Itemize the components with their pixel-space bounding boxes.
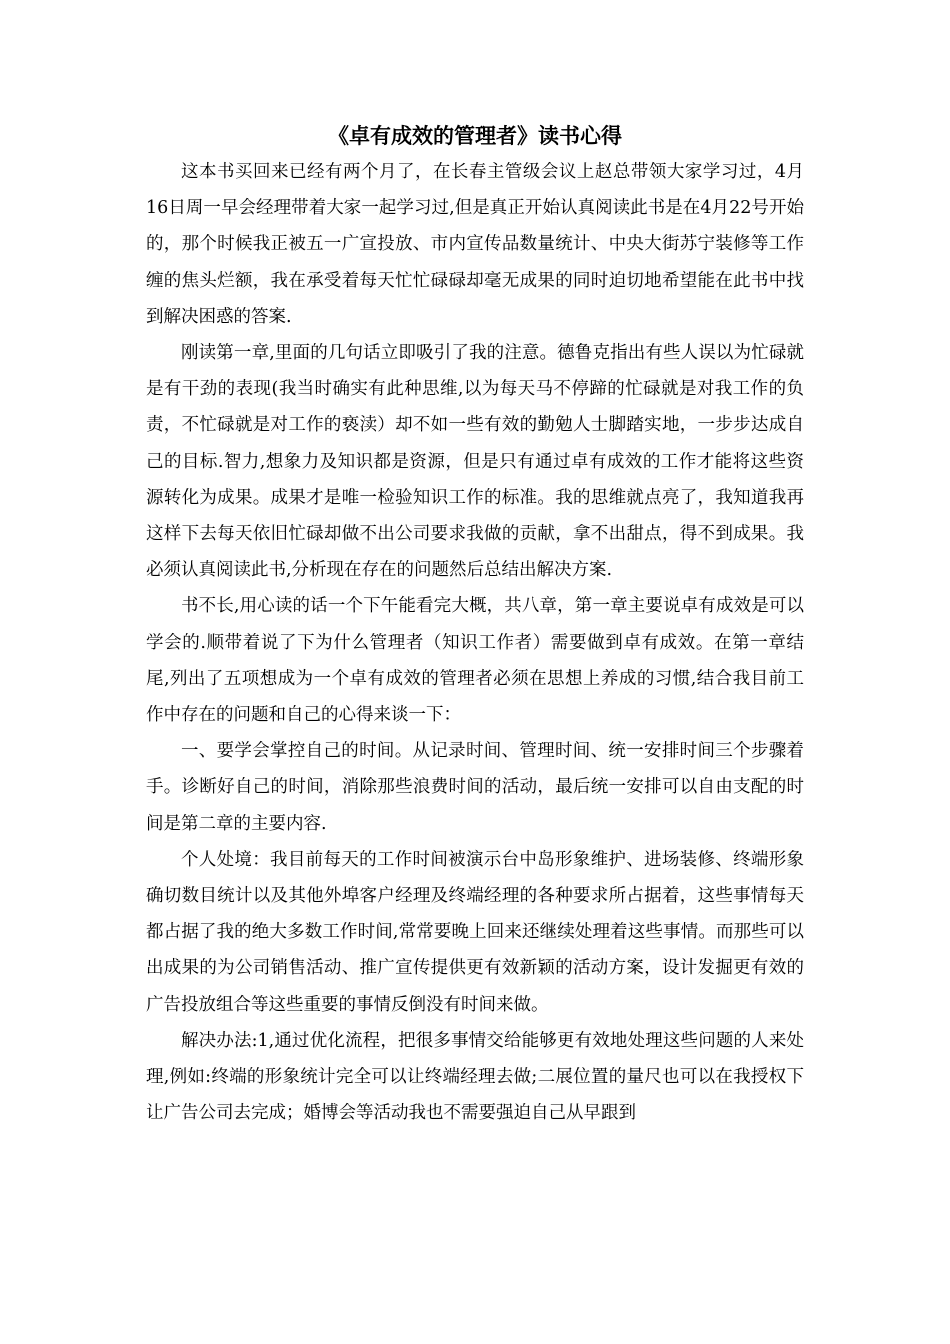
document-body [146, 154, 804, 1131]
paragraph: 个人处境：我目前每天的工作时间被演示台中岛形象维护、进场装修、终端形象确切数目统计以及其他外埠客户经理及终端经理的各种要求所占据着，这些事情每天都占据了我的绝大多数工作时间,常常要晚上回来还继续处理着这些事情。而那些可以出成果的为公司销售活动、推广宣传提供更有效新颖的活动方案，设计发掘更有效的广告投放组合等这些重要的事情反倒没有时间来做。 [146, 849, 804, 1015]
document-title: 《卓有成效的管理者》读书心得 [328, 123, 622, 148]
paragraph: 这本书买回来已经有两个月了，在长春主管级会议上赵总带领大家学习过，4月16日周一早会经理带着大家一起学习过,但是真正开始认真阅读此书是在4月22号开始的，那个时候我正被五一广宣投放、市内宣传品数量统计、中央大街苏宁装修等工作缠的焦头烂额，我在承受着每天忙忙碌碌却毫无成果的同时迫切地希望能在此书中找到解决困惑的答案. [146, 162, 804, 327]
paragraph: 一、要学会掌控自己的时间。从记录时间、管理时间、统一安排时间三个步骤着手。诊断好自己的时间，消除那些浪费时间的活动，最后统一安排可以自由支配的时间是第二章的主要内容. [146, 741, 804, 834]
paragraph: 解决办法:1,通过优化流程，把很多事情交给能够更有效地处理这些问题的人来处理,例如:终端的形象统计完全可以让终端经理去做;二展位置的量尺也可以在我授权下让广告公司去完成；婚博会等活动我也不需要强迫自己从早跟到 [146, 1030, 804, 1124]
paragraph: 书不长,用心读的话一个下午能看完大概，共八章，第一章主要说卓有成效是可以学会的.顺带着说了下为什么管理者（知识工作者）需要做到卓有成效。在第一章结尾,列出了五项想成为一个卓有成效的管理者必须在思想上养成的习惯,结合我目前工作中存在的问题和自己的心得来谈一下： [146, 596, 804, 726]
paragraph: 刚读第一章,里面的几句话立即吸引了我的注意。德鲁克指出有些人误以为忙碌就是有干劲的表现(我当时确实有此种思维,以为每天马不停蹄的忙碌就是对我工作的负责，不忙碌就是对工作的亵渎）却不如一些有效的勤勉人士脚踏实地，一步步达成自己的目标.智力,想象力及知识都是资源，但是只有通过卓有成效的工作才能将这些资源转化为成果。成果才是唯一检验知识工作的标准。我的思维就点亮了，我知道我再这样下去每天依旧忙碌却做不出公司要求我做的贡献，拿不出甜点，得不到成果。我必须认真阅读此书,分析现在存在的问题然后总结出解决方案. [146, 343, 804, 581]
